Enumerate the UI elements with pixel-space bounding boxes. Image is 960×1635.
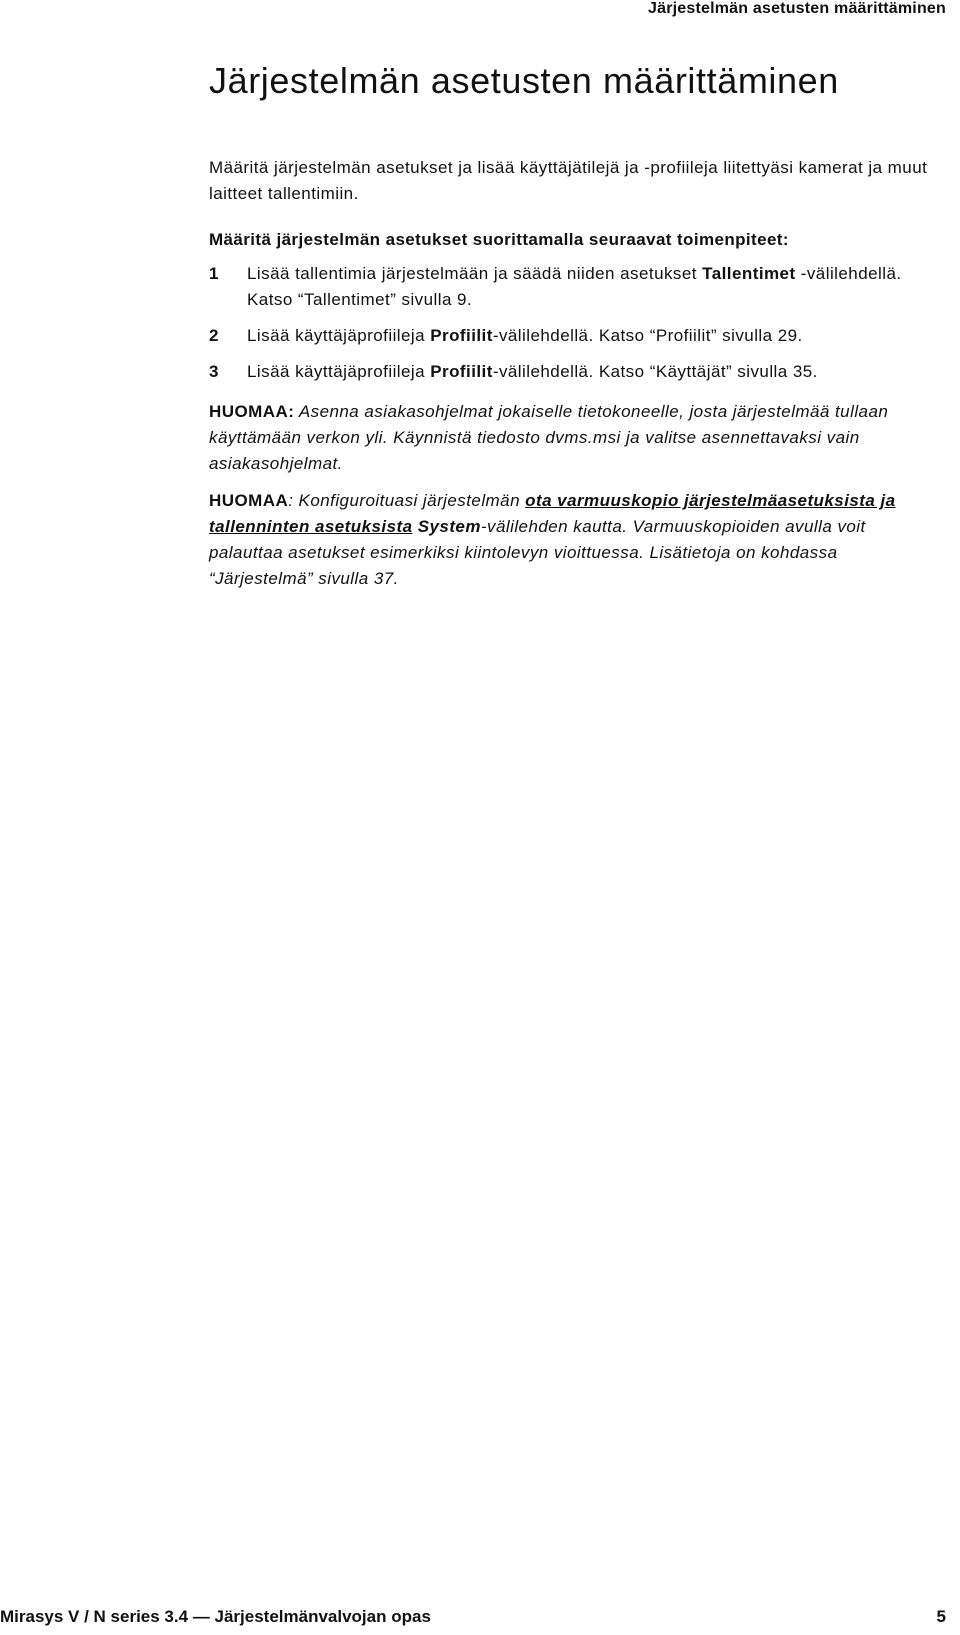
steps-lead: Määritä järjestelmän asetukset suorittamalla seuraavat toimenpiteet: <box>209 230 789 249</box>
step-1 <box>209 261 944 313</box>
step-number: 2 <box>209 326 219 345</box>
step-2 <box>209 323 944 349</box>
page-number: 5 <box>936 1607 946 1626</box>
note-label: HUOMAA: <box>209 402 295 421</box>
step-text-pre: Lisää käyttäjäprofiileja <box>247 326 431 345</box>
system-tab-name: System <box>417 517 481 536</box>
step-text-post: -välilehdellä. Katso “Profiilit” sivulla 29. <box>492 326 803 345</box>
page-content <box>209 155 944 592</box>
footer-doc-title: Mirasys V / N series 3.4 — Järjestelmänvalvojan opas <box>0 1607 431 1626</box>
note-text: Asenna asiakasohjelmat jokaiselle tietokoneelle, josta järjestelmää tullaan käyttämään verkon yli. Käynnistä tiedosto dvms.msi ja valitse asennettavaksi vain asiakasohjelmat. <box>209 402 889 473</box>
note-text-rest: -välilehden kautta. Varmuuskopioiden avulla voit palauttaa asetukset esimerkiksi kiintolevyn vioittuessa. Lisätietoja on kohdassa “Järjestelmä” sivulla 37. <box>209 517 866 588</box>
intro-paragraph: Määritä järjestelmän asetukset ja lisää käyttäjätilejä ja -profiileja liitettyäsi kamerat ja muut laitteet tallentimiin. <box>209 158 928 203</box>
step-number: 1 <box>209 264 219 283</box>
backup-link[interactable]: ota varmuuskopio järjestelmäasetuksista ja tallenninten asetuksista <box>209 491 896 536</box>
running-header: Järjestelmän asetusten määrittäminen <box>648 0 946 17</box>
step-3 <box>209 359 944 385</box>
step-text-pre: Lisää käyttäjäprofiileja <box>247 362 431 381</box>
step-text-pre: Lisää tallentimia järjestelmään ja säädä niiden asetukset <box>247 264 703 283</box>
step-text-post: -välilehdellä. Katso “Tallentimet” sivulla 9. <box>247 264 902 309</box>
step-tab-name: Profiilit <box>430 362 493 381</box>
step-text-post: -välilehdellä. Katso “Käyttäjät” sivulla 35. <box>492 362 818 381</box>
note-label: HUOMAA <box>209 491 289 510</box>
note-text: : Konfiguroituasi järjestelmän <box>288 491 526 510</box>
note-backup <box>209 488 944 592</box>
note-install-clients <box>209 399 944 477</box>
step-tab-name: Tallentimet <box>702 264 796 283</box>
step-number: 3 <box>209 362 219 381</box>
page-title: Järjestelmän asetusten määrittäminen <box>209 60 839 101</box>
step-tab-name: Profiilit <box>430 326 493 345</box>
